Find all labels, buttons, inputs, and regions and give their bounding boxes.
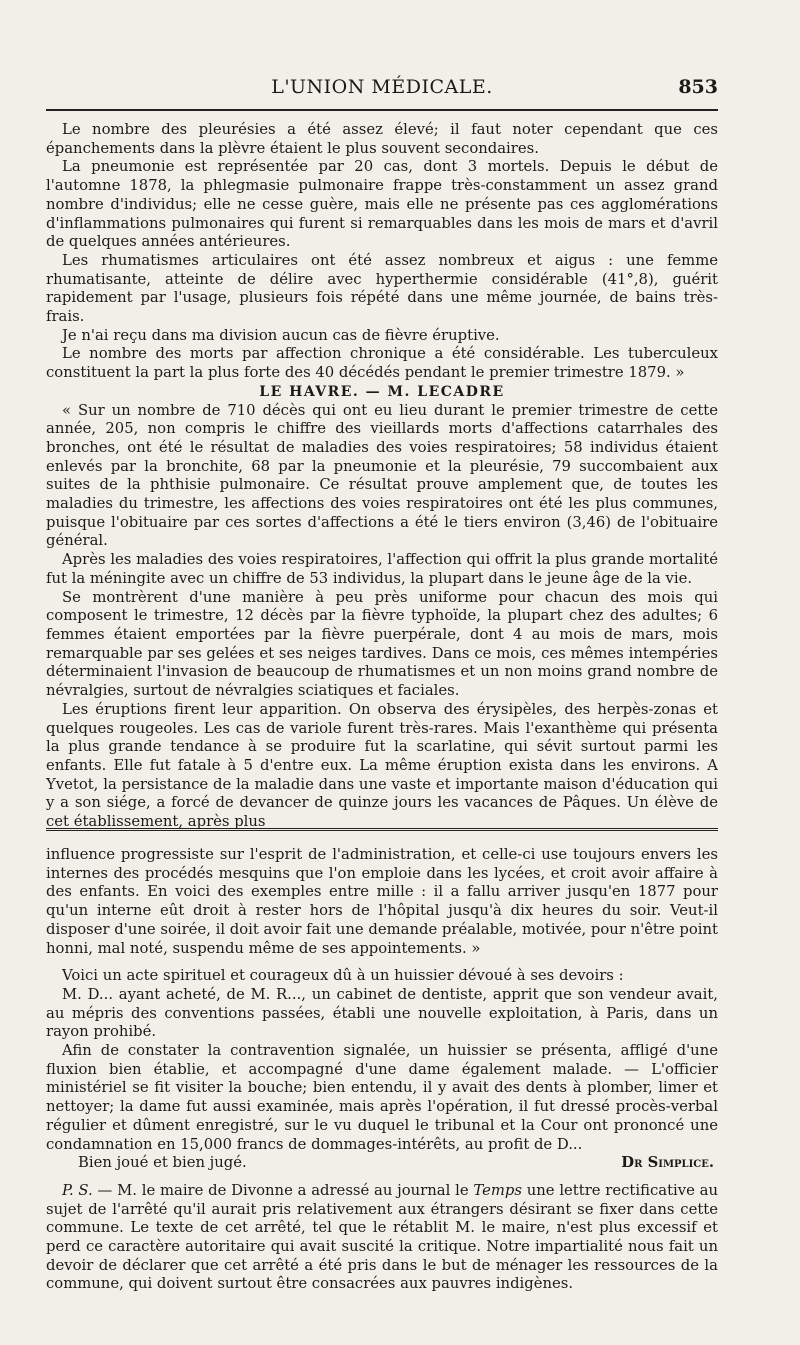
paragraph: La pneumonie est représentée par 20 cas, dont 3 mortels. Depuis le début de l'automne 1878, la phlegmasie pulmonaire frappe très-constamment un assez grand nombre d'individus; elle ne cesse guère, mais elle ne présente pas ces agglomérations d'inflammations pulmonaires qui furent si remarquables dans les mois de mars et d'avril de quelques années antérieures. (46, 158, 718, 251)
page-number: 853 (678, 76, 718, 98)
paragraph: Les éruptions firent leur apparition. On observa des érysipèles, des herpès-zonas et quelques rougeoles. Les cas de variole furent très-rares. Mais l'exanthème qui présenta la plus grande tendance à se produire fut la scarlatine, qui sévit surtout parmi les enfants. Elle fut fatale à 5 d'entre eux. La même éruption exista dans les environs. A Yvetot, la persistance de la maladie dans une vaste et importante maison d'éducation qui y a son siége, a forcé de devancer de quinze jours les vacances de Pâques. Un élève de cet établissement, après plus (46, 700, 718, 831)
article-top-section (46, 121, 718, 832)
signature: Dr Simplice. (621, 1154, 714, 1172)
paragraph: M. D... ayant acheté, de M. R..., un cabinet de dentiste, apprit que son vendeur avait, au mépris des conventions passées, établi une nouvelle exploitation, à Paris, dans un rayon prohibé. (46, 985, 718, 1041)
header-rule (46, 109, 718, 111)
postscript (46, 1182, 718, 1294)
paragraph: Afin de constater la contravention signalée, un huissier se présenta, affligé d'une fluxion bien établie, et accompagné d'une dame également malade. — L'officier ministériel se fit visiter la bouche; bien entendu, il y avait des dents à plomber, limer et nettoyer; la dame fut aussi examinée, mais après l'opération, il fut dressé procès-verbal régulier et dûment enregistré, sur le vu duquel le tribunal et la Cour ont prononcé une condamnation en 15,000 francs de dommages-intérêts, au profit de D... (46, 1042, 718, 1153)
postscript-text-end: une lettre rectificative au sujet de l'arrêté qu'il aurait pris relativement aux étrangers désirant se fixer dans cette commune. Le texte de cet arrêté, tel que le rétablit M. le maire, n'est plus excessif et perd ce caractère autoritaire qui avait suscité la critique. Notre impartialité nous fait un devoir de déclarer que cet arrêté a été pris dans le but de ménager les ressources de la commune, qui doivent surtout être consacrées aux pauvres indigènes. (46, 1181, 718, 1293)
postscript-label: P. S. (62, 1181, 93, 1199)
section-heading: LE HAVRE. — M. LECADRE (259, 383, 505, 400)
paragraph: « Sur un nombre de 710 décès qui ont eu lieu durant le premier trimestre de cette année, 205, non compris le chiffre des vieillards morts d'affections catarrhales des bronches, ont été le résultat de maladies des voies respiratoires; 58 individus étaient enlevés par la bronchite, 68 par la pneumonie et la pleurésie, 79 succombaient aux suites de la phthisie pulmonaire. Ce résultat prouve amplement que, de toutes les maladies du trimestre, les affections des voies respiratoires ont été les plus communes, puisque l'obituaire par ces sortes d'affections a été le tiers environ (3,46) de l'obituaire général. (46, 401, 718, 550)
paragraph: Voici un acte spirituel et courageux dû à un huissier dévoué à ses devoirs : (62, 967, 624, 985)
paragraph: Le nombre des morts par affection chronique a été considérable. Les tuberculeux constituent la part la plus forte des 40 décédés pendant le premier trimestre 1879. » (46, 345, 718, 382)
paragraph: Le nombre des pleurésies a été assez élevé; il faut noter cependant que ces épanchements dans la plèvre étaient le plus souvent secondaires. (46, 121, 718, 157)
paragraph: Se montrèrent d'une manière à peu près uniforme pour chacun des mois qui composent le trimestre, 12 décès par la fièvre typhoïde, la plupart chez des adultes; 6 femmes étaient emportées par la fièvre puerpérale, dont 4 au mois de mars, mois remarquable par ses gelées et ses neiges tardives. Dans ce mois, ces mêmes intempéries déterminaient l'invasion de beaucoup de rhumatismes et un non moins grand nombre de névralgies, surtout de névralgies sciatiques et faciales. (46, 588, 718, 700)
paragraph: Les rhumatismes articulaires ont été assez nombreux et aigus : une femme rhumatisante, atteinte de délire avec hyperthermie considérable (41°,8), guérit rapidement par l'usage, plusieurs fois répété dans une même journée, de bains très-frais. (46, 251, 718, 326)
page-header (46, 76, 718, 102)
running-title: L'UNION MÉDICALE. (271, 76, 493, 98)
section-divider-rule (46, 828, 718, 831)
closing-remark: Bien joué et bien jugé. (78, 1154, 247, 1172)
postscript-text-start: — M. le maire de Divonne a adressé au journal le (97, 1181, 469, 1199)
newspaper-name: Temps (473, 1181, 522, 1199)
paragraph: influence progressiste sur l'esprit de l'administration, et celle-ci use toujours envers les internes des procédés mesquins que l'on emploie dans les lycées, et croit avoir affaire à des enfants. En voici des exemples entre mille : il a fallu arriver jusqu'en 1877 pour qu'un interne eût droit à rester hors de l'hôpital jusqu'à dix heures du soir. Veut-il disposer d'une soirée, il doit avoir fait une demande préalable, motivée, pour n'être point honni, mal noté, suspendu même de ses appointements. » (46, 846, 718, 957)
article-bottom-section (46, 846, 718, 1294)
paragraph: Après les maladies des voies respiratoires, l'affection qui offrit la plus grande mortalité fut la méningite avec un chiffre de 53 individus, la plupart dans le jeune âge de la vie. (46, 551, 718, 587)
closing-line (46, 1154, 718, 1173)
paragraph: Je n'ai reçu dans ma division aucun cas de fièvre éruptive. (62, 326, 500, 344)
